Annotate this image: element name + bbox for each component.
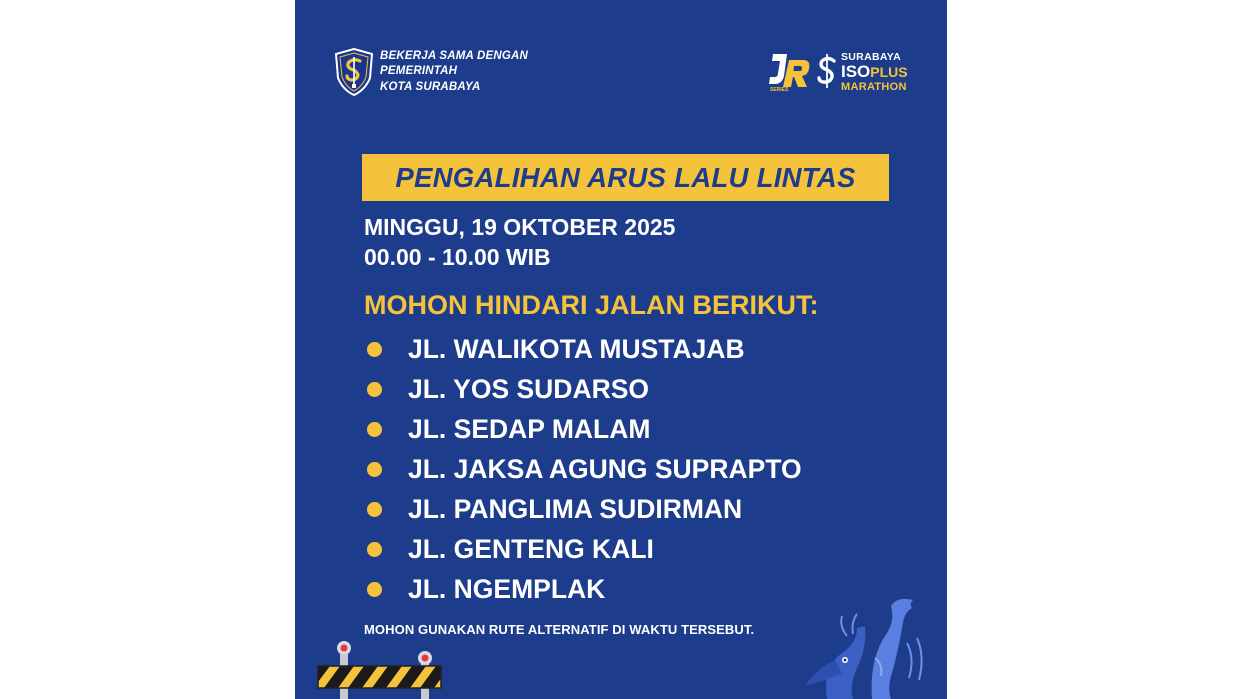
event-brand-iso: ISO bbox=[841, 62, 871, 81]
schedule-time: 00.00 - 10.00 WIB bbox=[364, 244, 551, 270]
series-label: SERIES bbox=[770, 87, 789, 92]
road-name: JL. WALIKOTA MUSTAJAB bbox=[408, 333, 745, 364]
bullet-icon bbox=[367, 502, 382, 517]
bullet-icon bbox=[367, 342, 382, 357]
partner-line-2: PEMERINTAH bbox=[380, 65, 458, 78]
bullet-icon bbox=[367, 542, 382, 557]
event-logo bbox=[767, 48, 917, 96]
road-list bbox=[367, 329, 802, 609]
event-city: SURABAYA bbox=[841, 51, 901, 63]
road-name: JL. GENTENG KALI bbox=[408, 533, 654, 564]
page-title: PENGALIHAN ARUS LALU LINTAS bbox=[395, 161, 856, 193]
bullet-icon bbox=[367, 382, 382, 397]
list-item bbox=[367, 449, 802, 489]
mascot-illustration bbox=[787, 598, 932, 699]
list-item bbox=[367, 569, 802, 609]
jr-series-logo bbox=[767, 50, 813, 92]
bullet-icon bbox=[367, 422, 382, 437]
road-name: JL. NGEMPLAK bbox=[408, 573, 606, 604]
surabaya-crest-icon bbox=[335, 48, 373, 96]
list-item bbox=[367, 409, 802, 449]
event-brand bbox=[841, 63, 908, 81]
schedule bbox=[364, 212, 675, 272]
list-item bbox=[367, 529, 802, 569]
list-item bbox=[367, 489, 802, 529]
avoid-heading: MOHON HINDARI JALAN BERIKUT: bbox=[364, 290, 819, 320]
partner-block bbox=[335, 48, 528, 96]
road-barrier-icon bbox=[315, 638, 450, 699]
bullet-icon bbox=[367, 462, 382, 477]
road-name: JL. YOS SUDARSO bbox=[408, 373, 650, 404]
list-item bbox=[367, 329, 802, 369]
partner-text bbox=[380, 49, 528, 96]
partner-line-3: KOTA SURABAYA bbox=[380, 80, 481, 93]
event-type: MARATHON bbox=[841, 81, 907, 93]
iso-plus-symbol-icon bbox=[814, 53, 840, 89]
bullet-icon bbox=[367, 582, 382, 597]
event-name bbox=[841, 51, 908, 94]
road-name: JL. JAKSA AGUNG SUPRAPTO bbox=[408, 453, 802, 484]
road-name: JL. SEDAP MALAM bbox=[408, 413, 651, 444]
traffic-diversion-poster bbox=[295, 0, 947, 699]
alternative-route-note: MOHON GUNAKAN RUTE ALTERNATIF DI WAKTU TERSEBUT. bbox=[364, 622, 755, 637]
list-item bbox=[367, 369, 802, 409]
partner-line-1: BEKERJA SAMA DENGAN bbox=[380, 49, 528, 62]
title-banner bbox=[362, 154, 889, 201]
event-brand-plus: PLUS bbox=[870, 64, 908, 80]
schedule-date: MINGGU, 19 OKTOBER 2025 bbox=[364, 214, 676, 240]
road-name: JL. PANGLIMA SUDIRMAN bbox=[408, 493, 743, 524]
